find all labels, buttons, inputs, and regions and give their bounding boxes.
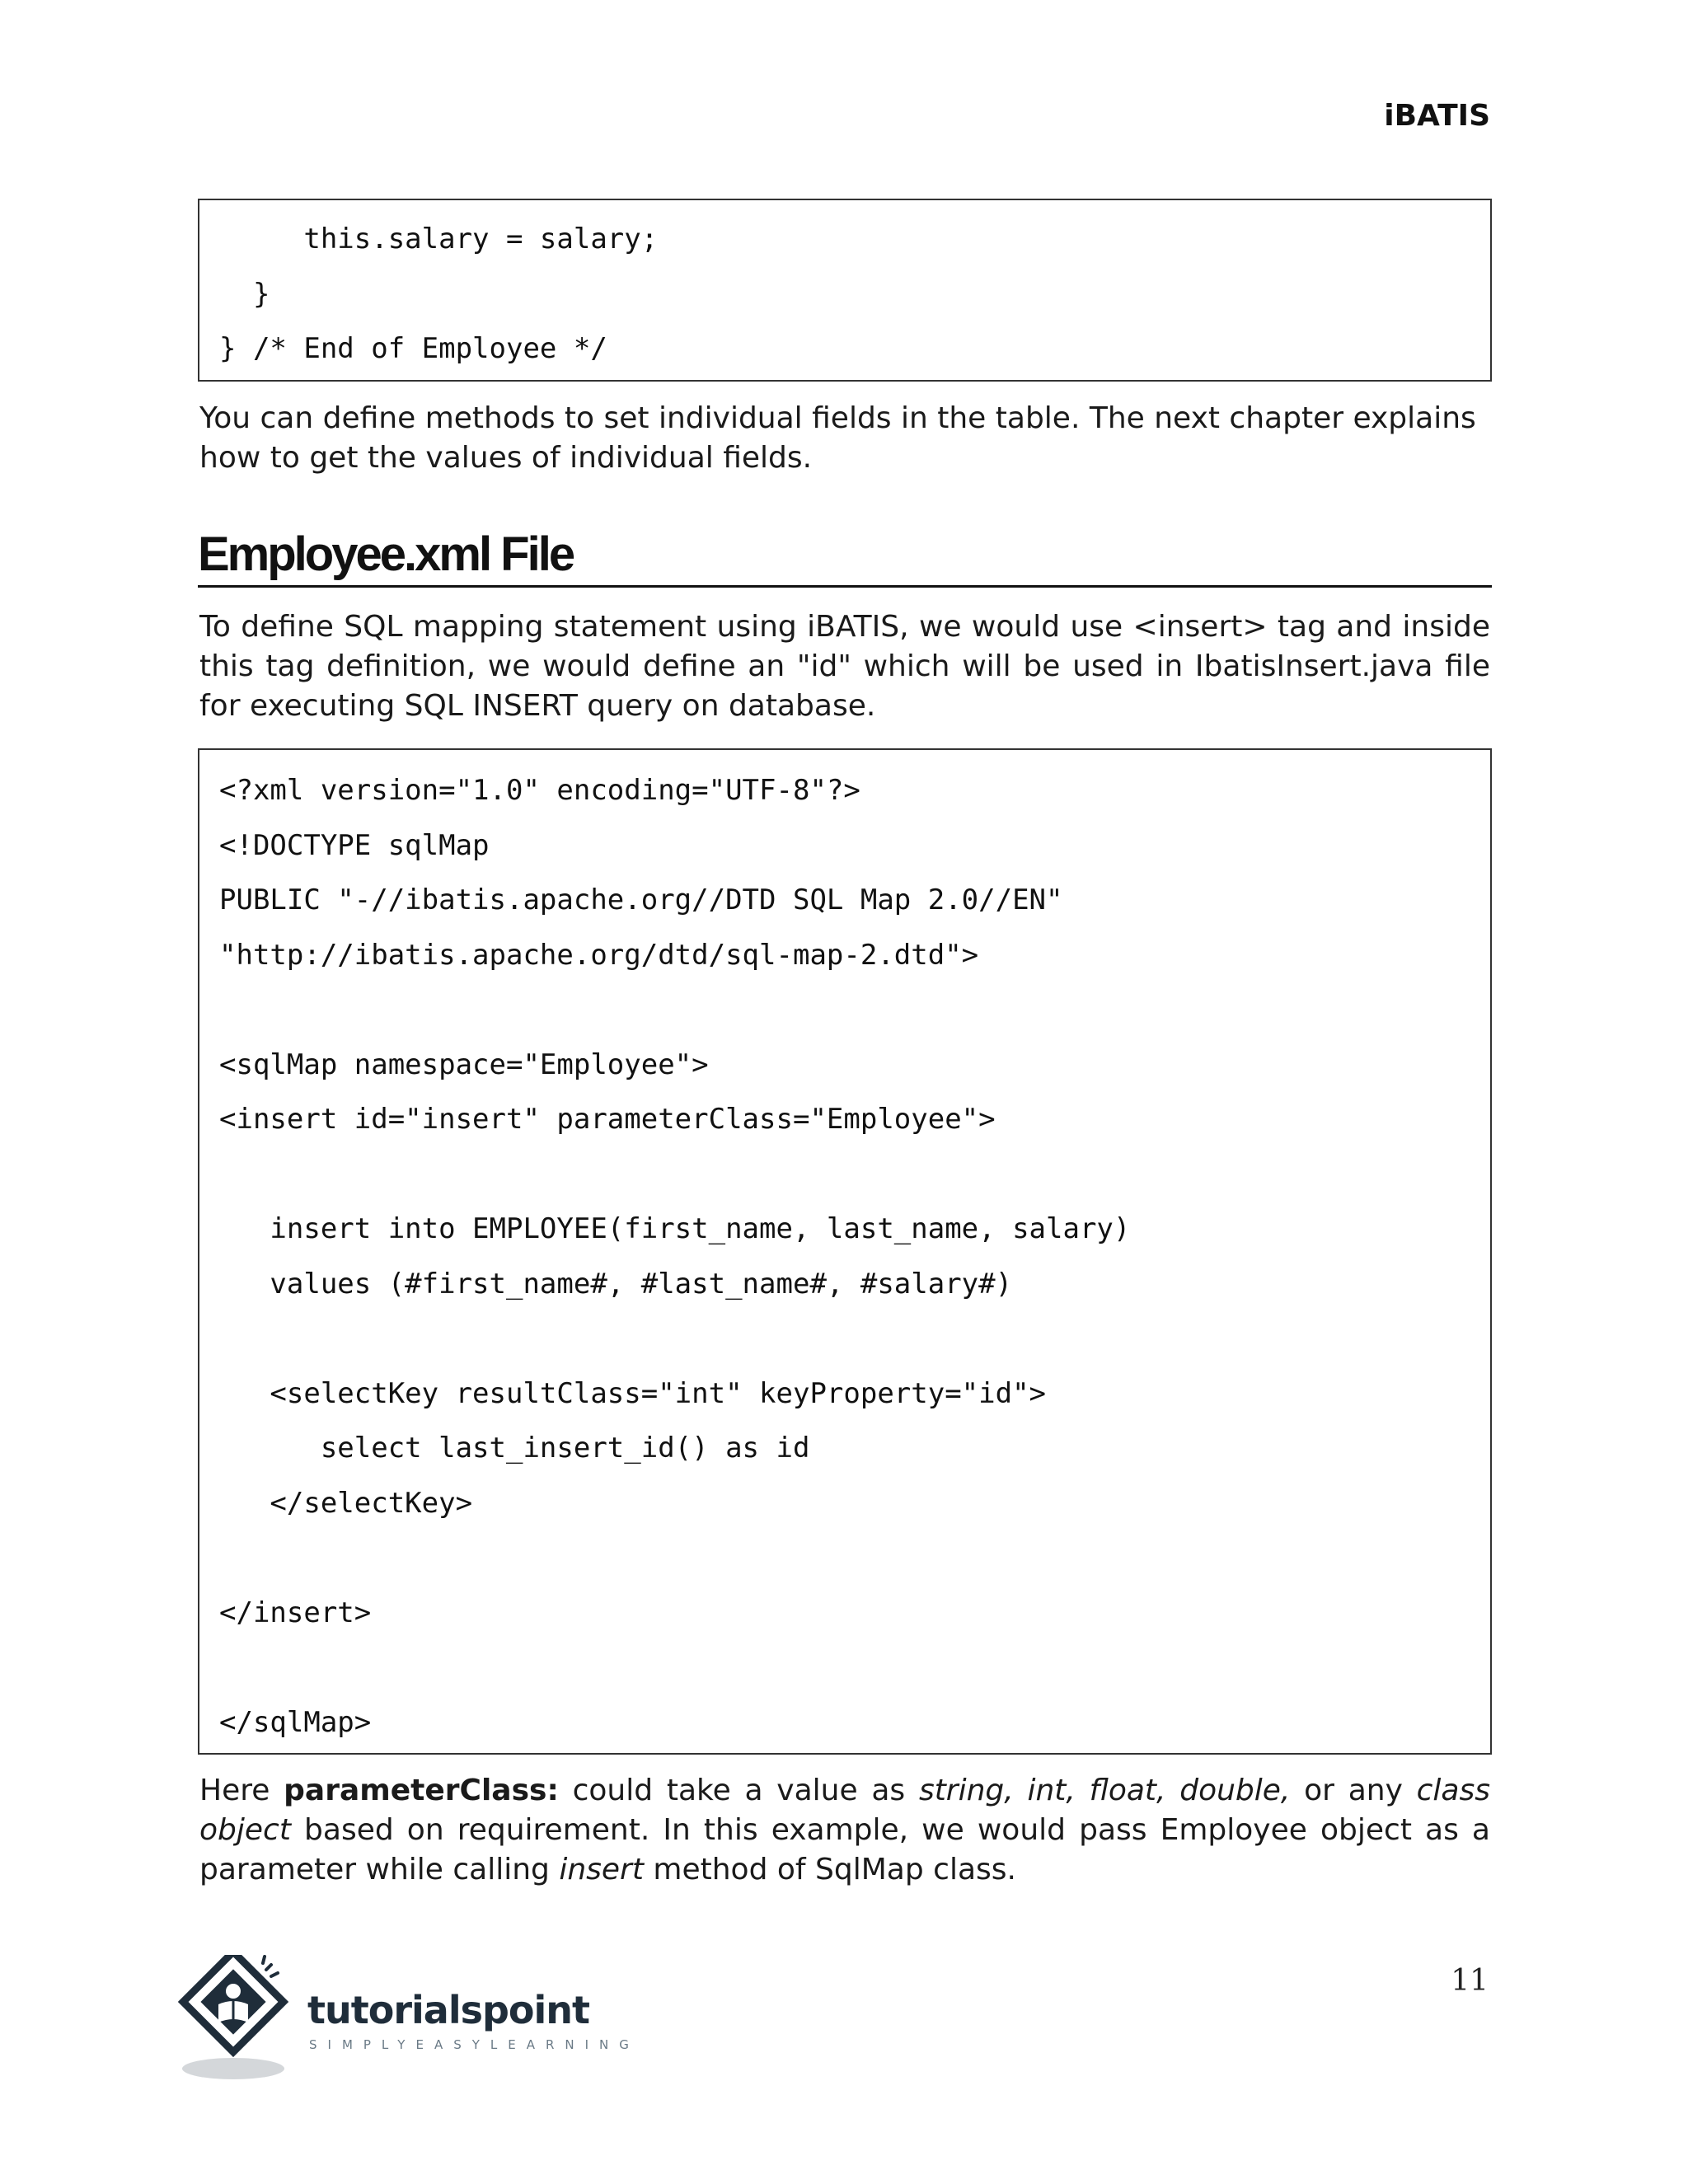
code-line: <insert id="insert" parameterClass="Employee"> <box>219 1103 996 1136</box>
code-line <box>219 1147 1470 1202</box>
code-line <box>219 1530 1470 1586</box>
paragraph-parameter-class <box>199 1771 1490 1890</box>
code-block-employee-end <box>198 199 1492 382</box>
code-line: } /* End of Employee */ <box>219 332 607 365</box>
text-run: method of SqlMap class. <box>643 1853 1016 1886</box>
code-line: </sqlMap> <box>219 1705 372 1739</box>
code-line: <selectKey resultClass="int" keyProperty="id"> <box>219 1376 1047 1410</box>
code-line: values (#first_name#, #last_name#, #salary#) <box>219 1267 1013 1301</box>
code-line: select last_insert_id() as id <box>219 1432 810 1465</box>
code-line: <!DOCTYPE sqlMap <box>219 828 490 862</box>
code-line: insert into EMPLOYEE(first_name, last_name, salary) <box>219 1212 1131 1245</box>
logo-wordmark: tutorialspoint <box>307 1988 590 2032</box>
italic-term: string, int, float, double, <box>918 1774 1291 1807</box>
logo-emblem-icon <box>177 1955 317 2087</box>
page-number: 11 <box>1451 1964 1489 1998</box>
code-line: <sqlMap namespace="Employee"> <box>219 1047 709 1081</box>
code-block-employee-xml <box>198 748 1492 1755</box>
code-line: "http://ibatis.apache.org/dtd/sql-map-2.dtd"> <box>219 938 979 972</box>
italic-term: class object <box>199 1774 1491 1847</box>
code-line <box>219 1640 1470 1695</box>
paragraph-sql-mapping: To define SQL mapping statement using iBATIS, we would use <insert> tag and inside this tag definition, we would define an "id" which will be used in IbatisInsert.java file for executing SQL INSERT query on database. <box>199 610 1490 723</box>
code-line <box>219 982 1470 1038</box>
code-line: PUBLIC "-//ibatis.apache.org//DTD SQL Map 2.0//EN" <box>219 883 1063 916</box>
running-header-title: iBATIS <box>1384 99 1490 133</box>
paragraph-methods: You can define methods to set individual fields in the table. The next chapter explains how to get the values of individual fields. <box>199 401 1476 475</box>
code-line: <?xml version="1.0" encoding="UTF-8"?> <box>219 774 860 807</box>
italic-term: insert <box>559 1853 644 1886</box>
code-line: } <box>219 277 270 311</box>
code-line <box>219 1311 1470 1366</box>
bold-term: parameterClass: <box>284 1774 559 1807</box>
code-line: this.salary = salary; <box>219 223 659 255</box>
section-heading: Employee.xml File <box>198 526 1492 588</box>
text-run: based on requirement. In this example, we would pass Employee object as a parameter while calling <box>199 1813 1490 1886</box>
logo-tagline: SIMPLYEASYLEARNING <box>309 2037 640 2052</box>
text-run: or any <box>1290 1774 1417 1807</box>
text-run: Here <box>199 1774 284 1807</box>
text-run: could take a value as <box>558 1774 919 1807</box>
code-line: </selectKey> <box>219 1486 473 1520</box>
tutorialspoint-logo <box>177 1955 639 2087</box>
code-line: </insert> <box>219 1596 372 1629</box>
